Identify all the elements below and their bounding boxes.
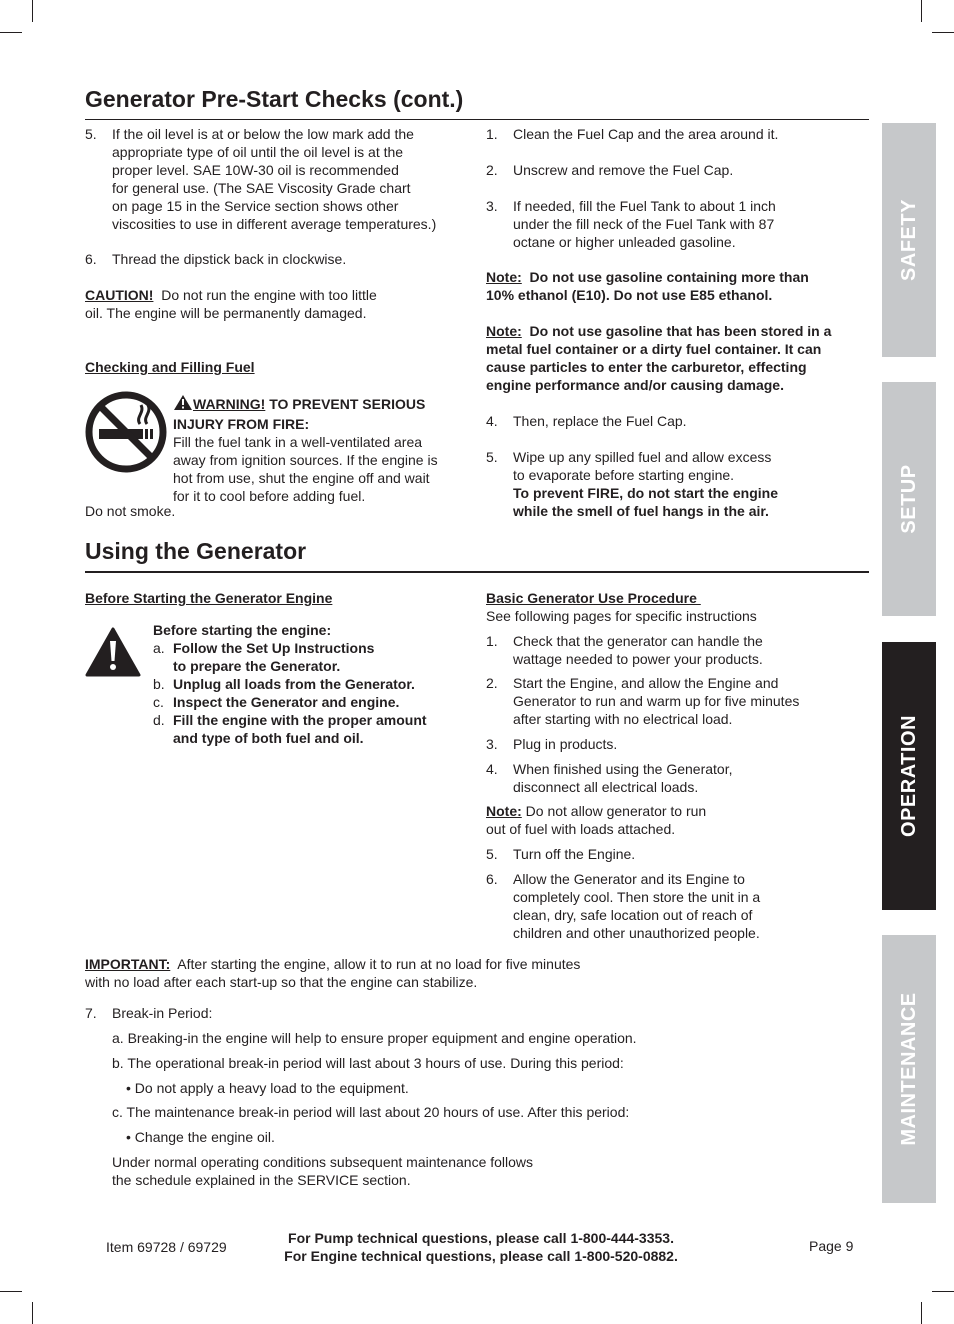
note-label: Note:	[486, 323, 522, 339]
fuel-run-note	[486, 802, 706, 838]
step-number: 4.	[486, 413, 498, 429]
step-line: viscosities to use in different average temperatures.)	[112, 216, 437, 232]
ethanol-note	[486, 268, 809, 304]
break-in-final: the schedule explained in the SERVICE section.	[112, 1172, 411, 1188]
tab-label: MAINTENANCE	[898, 992, 920, 1146]
step-number: 5.	[486, 846, 498, 862]
step-number: 3.	[486, 736, 498, 752]
step-line: while the smell of fuel hangs in the air.	[513, 503, 769, 519]
crop-mark	[32, 1302, 33, 1324]
step-line: proper level. SAE 10W-30 oil is recommended	[112, 162, 399, 178]
warning-triangle-icon	[173, 394, 193, 415]
warning-text: for it to cool before adding fuel.	[173, 488, 366, 504]
crop-mark	[0, 1291, 22, 1292]
break-in-b-bullet: • Do not apply a heavy load to the equipment.	[126, 1080, 409, 1096]
break-in-title: Break-in Period:	[112, 1005, 213, 1021]
important-text: After starting the engine, allow it to run at no load for five minutes	[170, 956, 581, 972]
step-number: 5.	[85, 126, 97, 142]
step-line: To prevent FIRE, do not start the engine	[513, 485, 778, 501]
step-line: appropriate type of oil until the oil level is at the	[112, 144, 404, 160]
tab-maintenance[interactable]	[882, 935, 936, 1203]
step-line: after starting with no electrical load.	[513, 711, 733, 727]
item-text: Fill the engine with the proper amount	[173, 712, 427, 728]
step-line: to evaporate before starting engine.	[513, 467, 735, 483]
step-line: Turn off the Engine.	[513, 846, 636, 862]
step-text: Clean the Fuel Cap and the area around it.	[513, 126, 779, 142]
item-text: to prepare the Generator.	[173, 658, 341, 674]
break-in-c-bullet: • Change the engine oil.	[126, 1129, 275, 1145]
note-label: Note:	[486, 803, 522, 819]
item-letter: c.	[153, 694, 164, 710]
step-number: 3.	[486, 198, 498, 214]
section-rule	[85, 571, 869, 573]
section-title: Using the Generator	[85, 538, 307, 564]
important-text: with no load after each start-up so that the engine can stabilize.	[85, 974, 478, 990]
step-text: Unscrew and remove the Fuel Cap.	[513, 162, 734, 178]
break-in-a: a. Breaking-in the engine will help to ensure proper equipment and engine operation.	[112, 1030, 637, 1046]
crop-mark	[932, 32, 954, 33]
note-text: metal fuel container or a dirty fuel container. It can	[486, 341, 822, 357]
item-number: Item 69728 / 69729	[106, 1239, 227, 1255]
engine-support-line: For Engine technical questions, please call 1-800-520-0882.	[284, 1248, 678, 1264]
break-in-c: c. The maintenance break-in period will last about 20 hours of use. After this period:	[112, 1104, 630, 1120]
crop-mark	[921, 0, 922, 22]
stored-gasoline-note	[486, 322, 831, 394]
caution-text: Do not run the engine with too little	[153, 287, 377, 303]
note-text: Do not allow generator to run	[521, 803, 707, 819]
note-label: Note:	[486, 269, 522, 285]
step-line: Start the Engine, and allow the Engine and	[513, 675, 779, 691]
step-line: on page 15 in the Service section shows other	[112, 198, 399, 214]
warning-text: Fill the fuel tank in a well-ventilated area	[173, 434, 423, 450]
page-number: Page 9	[809, 1238, 854, 1254]
note-text: 10% ethanol (E10). Do not use E85 ethanol.	[486, 287, 773, 303]
step-number: 1.	[486, 633, 498, 649]
fuel-section-heading: Checking and Filling Fuel	[85, 359, 255, 375]
warning-title: TO PREVENT SERIOUS	[265, 396, 426, 412]
tab-safety[interactable]	[882, 123, 936, 357]
step-line: disconnect all electrical loads.	[513, 779, 699, 795]
note-text: engine performance and/or causing damage.	[486, 377, 784, 393]
step-line: Check that the generator can handle the	[513, 633, 763, 649]
step-line: children and other unauthorized people.	[513, 925, 760, 941]
caution-text: oil. The engine will be permanently damaged.	[85, 305, 367, 321]
before-starting-heading: Before Starting the Generator Engine	[85, 590, 333, 606]
basic-procedure-subtitle: See following pages for specific instructions	[486, 608, 757, 624]
crop-mark	[932, 1291, 954, 1292]
step-number: 2.	[486, 675, 498, 691]
step-line: If the oil level is at or below the low mark add the	[112, 126, 414, 142]
warning-title: INJURY FROM FIRE:	[173, 416, 310, 432]
item-text: Follow the Set Up Instructions	[173, 640, 375, 656]
tab-setup[interactable]	[882, 382, 936, 616]
warning-text: Do not smoke.	[85, 503, 176, 519]
note-text: Do not use gasoline containing more than	[521, 269, 809, 285]
step-line: Wipe up any spilled fuel and allow excess	[513, 449, 772, 465]
step-line: Plug in products.	[513, 736, 618, 752]
step-number: 6.	[85, 251, 97, 267]
fire-warning	[173, 394, 438, 505]
break-in-period	[85, 1004, 785, 1194]
item-text: Unplug all loads from the Generator.	[173, 676, 415, 692]
page-title: Generator Pre-Start Checks (cont.)	[85, 86, 464, 112]
warning-text: hot from use, shut the engine off and wait	[173, 470, 430, 486]
no-smoking-icon	[85, 391, 167, 473]
step-line: completely cool. Then store the unit in a	[513, 889, 761, 905]
note-text: cause particles to enter the carburetor, effecting	[486, 359, 807, 375]
title-rule	[85, 119, 869, 120]
tab-label: SAFETY	[898, 199, 920, 281]
step-line: Generator to run and warm up for five minutes	[513, 693, 800, 709]
step-line: for general use. (The SAE Viscosity Grade chart	[112, 180, 411, 196]
tab-operation[interactable]	[882, 642, 936, 910]
warning-label: WARNING!	[193, 396, 266, 412]
step-line: Allow the Generator and its Engine to	[513, 871, 745, 887]
pump-support-line: For Pump technical questions, please call 1-800-444-3353.	[288, 1230, 674, 1246]
warning-text: away from ignition sources. If the engine is	[173, 452, 438, 468]
step-number: 7.	[85, 1005, 97, 1021]
step-line: wattage needed to power your products.	[513, 651, 763, 667]
step-line: octane or higher unleaded gasoline.	[513, 234, 736, 250]
warning-triangle-icon	[85, 627, 141, 677]
basic-procedure-heading: Basic Generator Use Procedure	[486, 590, 701, 606]
step-number: 6.	[486, 871, 498, 887]
item-text: Inspect the Generator and engine.	[173, 694, 400, 710]
caution-note	[85, 286, 377, 322]
crop-mark	[921, 1302, 922, 1324]
step-number: 4.	[486, 761, 498, 777]
item-letter: d.	[153, 712, 165, 728]
item-letter: a.	[153, 640, 165, 656]
tab-label: SETUP	[898, 464, 920, 534]
crop-mark	[32, 0, 33, 22]
tab-label: OPERATION	[898, 715, 920, 837]
caution-label: CAUTION!	[85, 287, 154, 303]
step-line: clean, dry, safe location out of reach of	[513, 907, 753, 923]
step-number: 5.	[486, 449, 498, 465]
item-letter: b.	[153, 676, 165, 692]
note-text: Do not use gasoline that has been stored in a	[521, 323, 832, 339]
before-intro: Before starting the engine:	[153, 622, 332, 638]
break-in-final: Under normal operating conditions subsequent maintenance follows	[112, 1154, 534, 1170]
break-in-b: b. The operational break-in period will last about 3 hours of use. During this period:	[112, 1055, 624, 1071]
step-line: under the fill neck of the Fuel Tank with 87	[513, 216, 775, 232]
step-line: When finished using the Generator,	[513, 761, 733, 777]
step-line: If needed, fill the Fuel Tank to about 1 inch	[513, 198, 776, 214]
important-label: IMPORTANT:	[85, 956, 171, 972]
step-text: Then, replace the Fuel Cap.	[513, 413, 687, 429]
crop-mark	[0, 32, 22, 33]
step-text: Thread the dipstick back in clockwise.	[112, 251, 347, 267]
important-note	[85, 955, 580, 991]
step-number: 2.	[486, 162, 498, 178]
note-text: out of fuel with loads attached.	[486, 821, 676, 837]
item-text: and type of both fuel and oil.	[173, 730, 364, 746]
step-number: 1.	[486, 126, 498, 142]
